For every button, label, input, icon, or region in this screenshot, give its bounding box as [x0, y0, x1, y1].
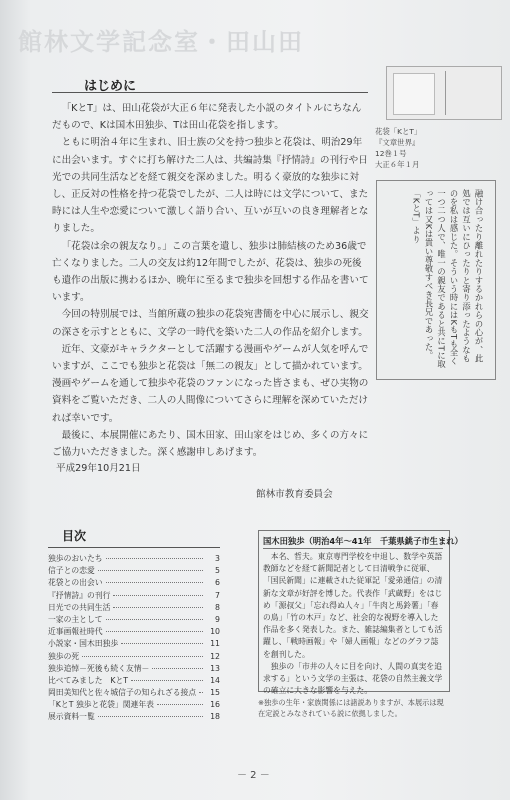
bio-note: ※独歩の生年・家族関係には諸説ありますが、本展示は現在定説とみなされている説に依拠しました。	[258, 698, 444, 718]
toc-item: 花袋との出会い 6	[48, 578, 220, 588]
caption-line: 大正６年１月	[375, 160, 420, 169]
toc-item: 展示資料一覧 18	[48, 712, 220, 722]
intro-body	[52, 100, 370, 461]
caption-line: 『文章世界』	[375, 138, 420, 147]
toc-item: 比べてみました KとT 14	[48, 675, 220, 685]
intro-signer: 館林市教育委員会	[256, 489, 333, 500]
faded-header-title: 館林文学記念室・田山田	[18, 28, 304, 56]
toc-item: 「KとT 独歩と花袋」関連年表 16	[48, 700, 220, 710]
quote-source: 「KとT」より	[411, 189, 422, 244]
toc-item: 独歩の死 12	[48, 651, 220, 661]
intro-paragraph: 今回の特別展では、当館所蔵の独歩の花袋宛書簡を中心に展示し、親交の深さを示すとともに、文学の一時代を築いた二人の作品を紹介します。	[52, 309, 369, 338]
bio-header-rule	[263, 548, 443, 549]
magazine-page-image	[393, 73, 435, 115]
caption-line: 花袋「KとT」	[375, 127, 422, 136]
magazine-binding-line	[445, 71, 446, 115]
intro-paragraph: 「花袋は余の親友なり。」この言葉を遺し、独歩は肺結核のため36歳で亡くなりました。二人の交友は約12年間でしたが、花袋は、独歩の死後も遺作の出版に携わるほか、晩年に至るまで独歩を回想する作品を書いています。	[52, 240, 369, 304]
toc-item: 岡田美知代と佐々城信子の知られざる接点 15	[48, 688, 220, 698]
magazine-photo	[386, 66, 502, 120]
bio-paragraph: 本名、哲夫。東京専門学校を中退し、数学や英語教師などを経て新聞記者として日清戦争に従軍、「国民新聞」に連載された従軍記「愛弟通信」の清新な文章が好評を博した。代表作「武蔵野」をはじめ「源叔父」「忘れ得ぬ人々」「牛肉と馬鈴薯」「春の鳥」「竹の木戸」など、社会的な視野を導入した作品を多く発表した。また、雑誌編集者としても活躍し、「戦時画報」や「婦人画報」などのグラフ誌を創刊した。	[263, 552, 443, 659]
quote-body: 融け合ったり離れたりするかれらの心が、此処では互いにひったりと寄り添ったようなものを私は感じた。そういう時にはKもTも全く一つ二つ人で、唯一の親友であると共にTに取っては又Kは貴い尊敬すべき長兄であった。	[424, 189, 484, 369]
toc-item: 信子との恋愛 5	[48, 566, 220, 576]
toc-item: 近事画報社時代 10	[48, 627, 220, 637]
toc-item: 独歩のおいたち 3	[48, 554, 220, 563]
toc-item: 『抒情詩』の刊行 7	[48, 590, 220, 600]
page-number: － 2 －	[237, 770, 270, 781]
intro-paragraph: 最後に、本展開催にあたり、国木田家、田山家をはじめ、多くの方々にご協力いただきました。深く感謝申しあげます。	[52, 429, 369, 459]
toc-item: 日光での共同生活 8	[48, 602, 220, 612]
intro-paragraph: 「KとT」は、田山花袋が大正６年に発表した小説のタイトルにちなんだもので、Kは国木田独歩、Tは田山花袋を指します。	[52, 103, 362, 132]
bio-body	[263, 551, 445, 697]
intro-paragraph: ともに明治４年に生まれ、旧士族の父を持つ独歩と花袋は、明治29年に出会います。すぐに打ち解けた二人は、共編詩集『抒情詩』の刊行や日光での共同生活などを経て親交を深めました。明るく豪放的な独歩に対し、正反対の性格を持つ花袋でしたが、二人は時には文学について、また時には人生や恋愛について激しく語り合い、互いが互いの良き理解者となりました。	[52, 137, 369, 235]
toc-item: 一家の主として 9	[48, 614, 220, 624]
bio-box	[258, 530, 463, 696]
quote-box	[376, 180, 496, 380]
intro-paragraph: 近年、文豪がキャラクターとして活躍する漫画やゲームが人気を呼んでいますが、ここでも独歩と花袋は「無二の親友」として描かれています。漫画やゲームを通して独歩や花袋のファンになった皆さまも、ぜひ実物の資料をご覧いただき、二人の人間像についてさらに理解を深めていただければ幸いです。	[52, 343, 369, 424]
caption-line: 12巻１号	[375, 149, 407, 158]
bio-paragraph: 独歩の「市井の人々に目を向け、人間の真実を追求する」という文学の主張は、花袋の自然主義文学の確立に大きな影響を与えた。	[263, 661, 443, 696]
toc-title: 目次	[62, 529, 87, 543]
intro-title-rule	[52, 92, 368, 93]
bio-header: 国木田独歩（明治4年～41年 千葉県銚子市生まれ）	[263, 536, 463, 546]
toc-item: 小説家・国木田独歩 11	[48, 639, 220, 649]
quote-text	[385, 189, 485, 369]
toc-title-rule	[48, 547, 220, 548]
intro-title: はじめに	[84, 79, 137, 94]
photo-caption	[375, 126, 421, 170]
toc-list	[48, 553, 220, 724]
intro-date: 平成29年10月21日	[56, 463, 141, 474]
toc-item: 独歩追悼－死後も続く友情－ 13	[48, 663, 220, 673]
